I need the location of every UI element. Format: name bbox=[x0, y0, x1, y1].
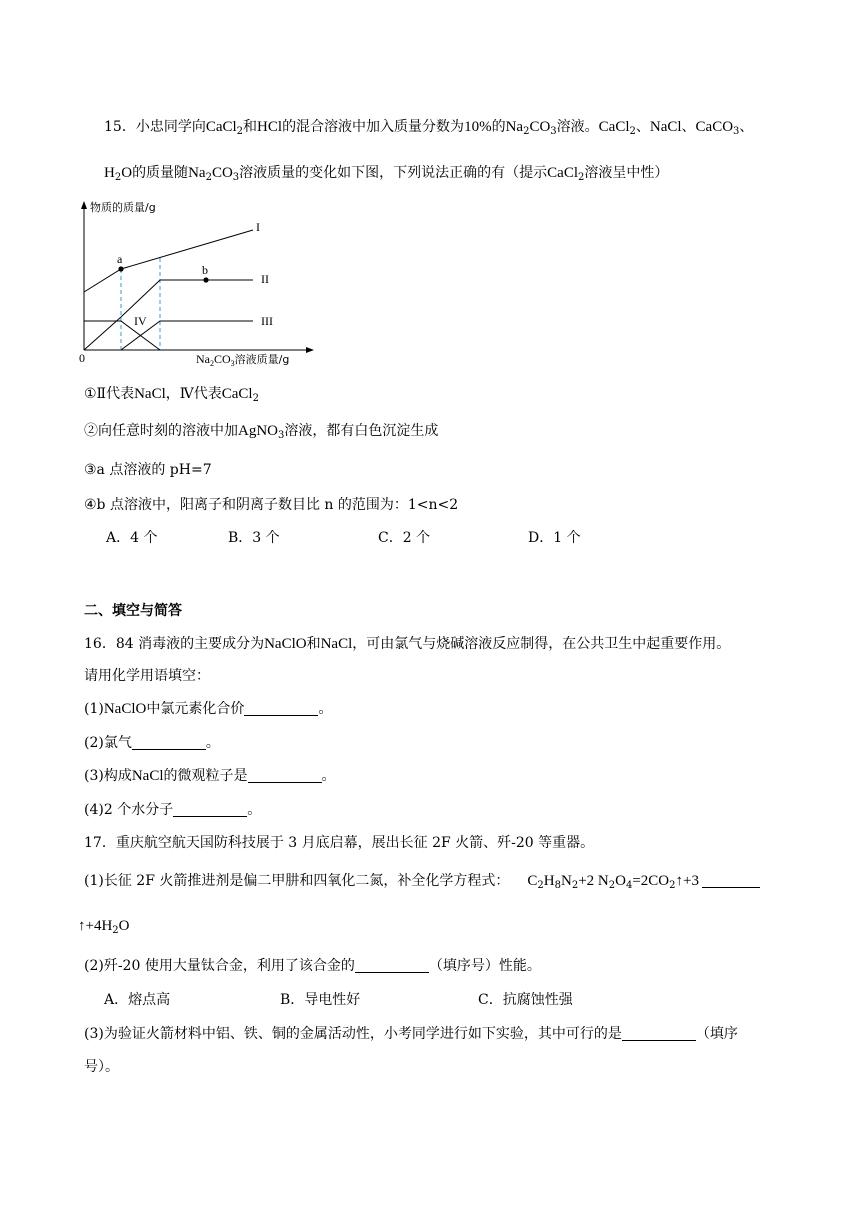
label-point-b: b bbox=[202, 263, 208, 277]
label-III: III bbox=[261, 314, 273, 328]
answer-blank-16-4[interactable] bbox=[173, 801, 247, 817]
label-II: II bbox=[261, 272, 269, 286]
q17-part1: (1)长征 2F 火箭推进剂是偏二甲肼和四氧化二氮，补全化学方程式： $C_2H_8N_2+2$ $N_2O_4=2CO_2↑+3$ bbox=[84, 871, 760, 891]
q17-line1: 17．重庆航空航天国防科技展于 3 月底启幕，展出长征 2F 火箭、歼-20 等重器。 bbox=[84, 835, 595, 851]
q17-choice-a[interactable]: A．熔点高 bbox=[104, 992, 171, 1008]
q17-choice-c[interactable]: C．抗腐蚀性强 bbox=[478, 992, 573, 1008]
point-b bbox=[203, 277, 208, 282]
choice-b[interactable]: B．3 个 bbox=[228, 530, 280, 546]
q15-option-2: ②向任意时刻的溶液中加AgNO$_3$溶液，都有白色沉淀生成 bbox=[84, 423, 439, 441]
q17-part3-cont: 号）。 bbox=[84, 1059, 119, 1075]
q16-line2: 请用化学用语填空： bbox=[84, 668, 210, 684]
label-point-a: a bbox=[117, 252, 123, 266]
label-I: I bbox=[256, 220, 260, 234]
answer-blank-16-1[interactable] bbox=[244, 700, 318, 716]
y-axis-label: 物质的质量/g bbox=[90, 201, 156, 214]
q15-option-4: ④b 点溶液中，阳离子和阴离子数目比 n 的范围为：1<n<2 bbox=[84, 497, 459, 513]
q17-choice-b[interactable]: B．导电性好 bbox=[280, 992, 361, 1008]
x-axis-label: $Na_2CO_3$溶液质量/g bbox=[196, 352, 290, 368]
q16-part4: (4)2 个水分子 。 bbox=[84, 802, 262, 818]
mass-graph bbox=[70, 195, 340, 370]
origin-label: 0 bbox=[79, 351, 85, 365]
q15-option-3: ③a 点溶液的 pH=7 bbox=[84, 462, 212, 478]
choice-a[interactable]: A．4 个 bbox=[106, 530, 158, 546]
choice-c[interactable]: C．2 个 bbox=[378, 530, 431, 546]
q17-equation-line2: $↑+4H_2O$ bbox=[78, 918, 130, 936]
answer-blank-17-3[interactable] bbox=[622, 1025, 696, 1041]
q15-line1: 15．小忠同学向CaCl$_2$和HCl的混合溶液中加入质量分数为10%的$Na_2CO_3$溶液。CaCl$_2$、NaCl、CaCO$_3$、 bbox=[104, 119, 754, 137]
line-IV bbox=[84, 321, 160, 350]
line-II bbox=[84, 280, 253, 350]
q16-part1: (1)NaClO中氯元素化合价 。 bbox=[84, 701, 333, 717]
q15-line2: $H_2O$的质量随$Na_2CO_3$溶液质量的变化如下图，下列说法正确的有（提示CaCl$_2$溶液呈中性） bbox=[104, 165, 669, 183]
q16-part3: (3)构成NaCl的微观粒子是 。 bbox=[84, 768, 336, 784]
answer-blank-17-1[interactable] bbox=[702, 872, 760, 888]
y-axis-arrow bbox=[81, 201, 87, 209]
point-a bbox=[118, 266, 123, 271]
answer-blank-17-2[interactable] bbox=[355, 957, 429, 973]
answer-blank-16-2[interactable] bbox=[132, 734, 206, 750]
q15-option-1: ①Ⅱ代表NaCl，Ⅳ代表CaCl$_2$ bbox=[84, 386, 259, 404]
label-IV: IV bbox=[134, 314, 147, 328]
x-axis-arrow bbox=[306, 347, 314, 353]
line-I bbox=[84, 230, 253, 292]
q17-part2: (2)歼-20 使用大量钛合金，利用了该合金的 （填序号）性能。 bbox=[84, 958, 541, 974]
section-title: 二、填空与简答 bbox=[84, 603, 182, 619]
q17-part3: (3)为验证火箭材料中铝、铁、铜的金属活动性，小考同学进行如下实验，其中可行的是 （填序 bbox=[84, 1026, 738, 1042]
answer-blank-16-3[interactable] bbox=[248, 767, 322, 783]
choice-d[interactable]: D．1 个 bbox=[528, 530, 581, 546]
q16-line1: 16．84 消毒液的主要成分为NaClO和NaCl，可由氯气与烧碱溶液反应制得，在公共卫生中起重要作用。 bbox=[84, 636, 731, 652]
q16-part2: (2)氯气 。 bbox=[84, 735, 220, 751]
